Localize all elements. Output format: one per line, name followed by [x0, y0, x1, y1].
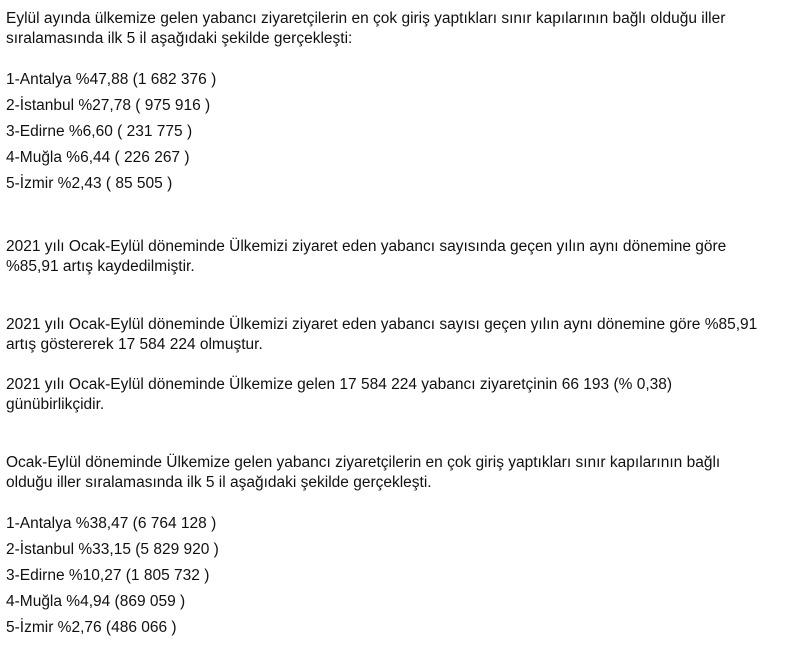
september-top5-list: [6, 67, 786, 197]
list-item: 3-Edirne %10,27 (1 805 732 ): [6, 567, 210, 584]
increase-statement-2: 2021 yılı Ocak-Eylül döneminde Ülkemizi ziyaret eden yabancı sayısı geçen yılın aynı dönemine göre %85,91 artış göstererek 17 584 224 olmuştur.: [6, 316, 758, 353]
spacer: [6, 197, 786, 237]
spacer: [6, 493, 786, 511]
document-body: [6, 9, 786, 641]
september-intro-paragraph: Eylül ayında ülkemize gelen yabancı ziyaretçilerin en çok giriş yaptıkları sınır kapılarının bağlı olduğu iller sıralamasında ilk 5 il aşağıdaki şekilde gerçekleşti:: [6, 10, 726, 47]
increase-statement-1: 2021 yılı Ocak-Eylül döneminde Ülkemizi ziyaret eden yabancı sayısında geçen yılın aynı dönemine göre %85,91 artış kaydedilmiştir.: [6, 238, 727, 275]
spacer: [6, 277, 786, 315]
jan-sep-top5-list: [6, 511, 786, 641]
list-item: 5-İzmir %2,43 ( 85 505 ): [6, 175, 173, 192]
day-trip-statement: 2021 yılı Ocak-Eylül döneminde Ülkemize gelen 17 584 224 yabancı ziyaretçinin 66 193 (% 0,38) günübirlikçidir.: [6, 376, 673, 413]
spacer: [6, 355, 786, 375]
list-item: 5-İzmir %2,76 (486 066 ): [6, 619, 177, 636]
list-item: 4-Muğla %4,94 (869 059 ): [6, 593, 186, 610]
spacer: [6, 49, 786, 67]
list-item: 2-İstanbul %27,78 ( 975 916 ): [6, 97, 211, 114]
list-item: 2-İstanbul %33,15 (5 829 920 ): [6, 541, 219, 558]
spacer: [6, 415, 786, 453]
list-item: 1-Antalya %38,47 (6 764 128 ): [6, 515, 217, 532]
list-item: 3-Edirne %6,60 ( 231 775 ): [6, 123, 193, 140]
jan-sep-intro-paragraph: Ocak-Eylül döneminde Ülkemize gelen yabancı ziyaretçilerin en çok giriş yaptıkları sınır kapılarının bağlı olduğu iller sıralamasında ilk 5 il aşağıdaki şekilde gerçekleşti.: [6, 454, 721, 491]
list-item: 1-Antalya %47,88 (1 682 376 ): [6, 71, 217, 88]
list-item: 4-Muğla %6,44 ( 226 267 ): [6, 149, 190, 166]
